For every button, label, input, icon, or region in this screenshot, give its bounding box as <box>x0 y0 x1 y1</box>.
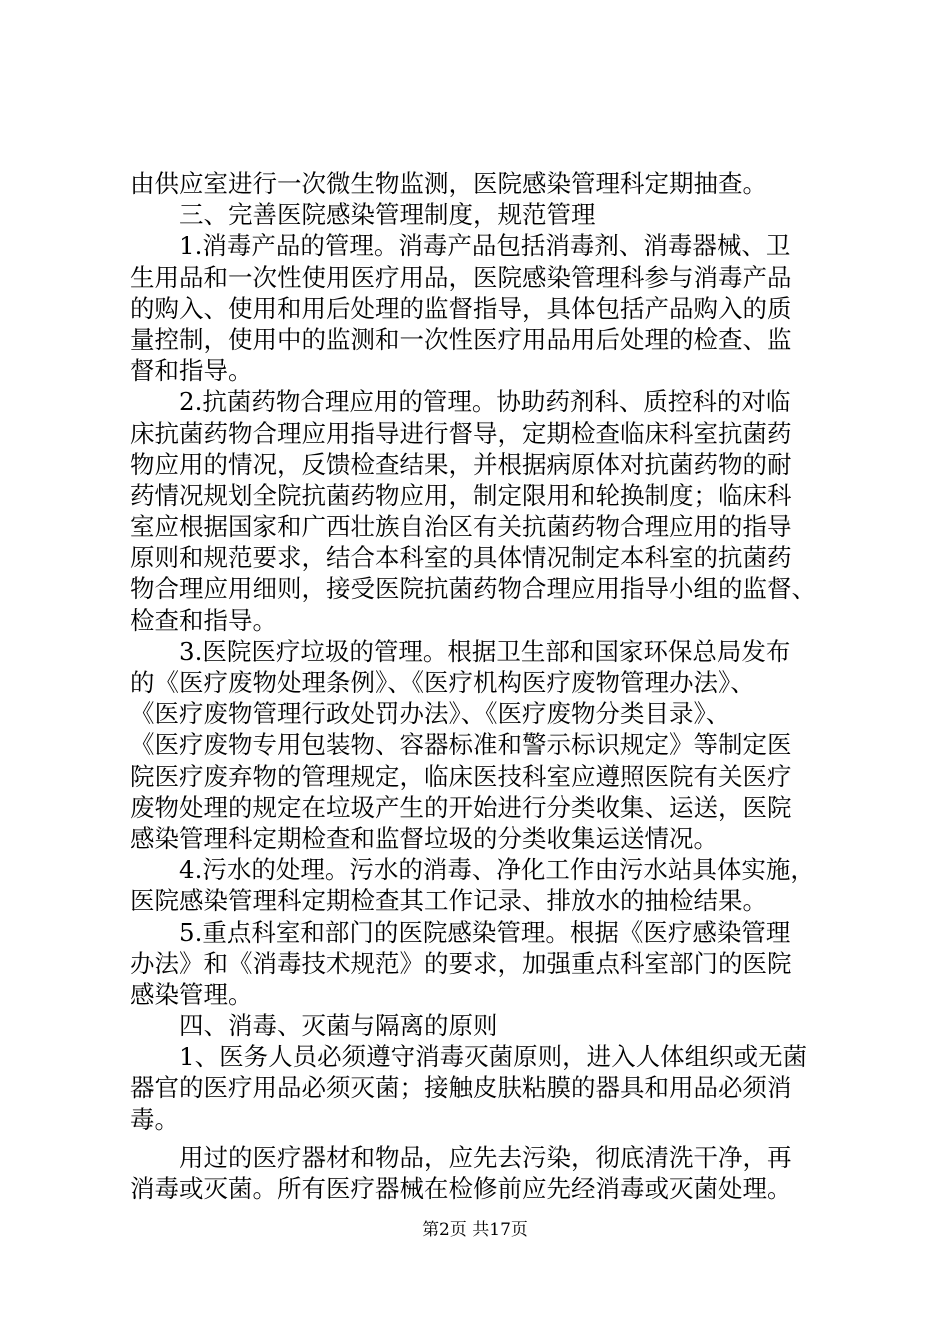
document-body <box>130 168 830 1204</box>
text-line-16: 3.医院医疗垃圾的管理。根据卫生部和国家环保总局发布 <box>179 636 791 666</box>
text-line-26: 办法》和《消毒技术规范》的要求，加强重点科室部门的医院 <box>130 948 792 978</box>
text-line-22: 感染管理科定期检查和监督垃圾的分类收集运送情况。 <box>130 823 718 853</box>
text-line-5: 的购入、使用和用后处理的监督指导，具体包括产品购入的质 <box>130 293 792 323</box>
text-line-19: 《医疗废物专用包装物、容器标准和警示标识规定》等制定医 <box>130 730 792 760</box>
text-line-9: 床抗菌药物合理应用指导进行督导，定期检查临床科室抗菌药 <box>130 418 792 448</box>
text-line-17: 的《医疗废物处理条例》、《医疗机构医疗废物管理办法》、 <box>130 668 755 697</box>
text-line-15: 检查和指导。 <box>130 605 277 635</box>
text-line-6: 量控制，使用中的监测和一次性医疗用品用后处理的检查、监 <box>130 324 792 354</box>
section-heading-4: 四、消毒、灭菌与隔离的原则 <box>179 1011 498 1041</box>
text-line-8: 2.抗菌药物合理应用的管理。协助药剂科、质控科的对临 <box>179 387 791 417</box>
text-line-13: 原则和规范要求，结合本科室的具体情况制定本科室的抗菌药 <box>130 543 792 573</box>
text-line-18: 《医疗废物管理行政处罚办法》、《医疗废物分类目录》、 <box>130 699 731 729</box>
text-line-10: 物应用的情况，反馈检查结果，并根据病原体对抗菌药物的耐 <box>130 449 792 479</box>
paragraph-gap <box>130 1135 830 1142</box>
section-heading-3: 三、完善医院感染管理制度，规范管理 <box>179 200 596 230</box>
text-line-32: 用过的医疗器材和物品，应先去污染，彻底清洗干净，再 <box>179 1142 792 1172</box>
text-line-25: 5.重点科室和部门的医院感染管理。根据《医疗感染管理 <box>179 917 791 947</box>
text-line-29: 1、医务人员必须遵守消毒灭菌原则，进入人体组织或无菌 <box>179 1042 808 1072</box>
text-line-21: 废物处理的规定在垃圾产生的开始进行分类收集、运送，医院 <box>130 792 792 822</box>
text-line-4: 生用品和一次性使用医疗用品，医院感染管理科参与消毒产品 <box>130 262 792 292</box>
text-line-3: 1.消毒产品的管理。消毒产品包括消毒剂、消毒器械、卫 <box>179 231 791 261</box>
text-line-14: 物合理应用细则，接受医院抗菌药物合理应用指导小组的监督、 <box>130 574 816 604</box>
text-line-27: 感染管理。 <box>130 979 253 1009</box>
text-line-30: 器官的医疗用品必须灭菌；接触皮肤粘膜的器具和用品必须消 <box>130 1073 792 1103</box>
text-line-31: 毒。 <box>130 1104 179 1134</box>
page-footer: 第2页 共17页 <box>422 1220 528 1240</box>
text-line-24: 医院感染管理科定期检查其工作记录、排放水的抽检结果。 <box>130 886 767 916</box>
text-line-11: 药情况规划全院抗菌药物应用，制定限用和轮换制度；临床科 <box>130 480 792 510</box>
text-line-12: 室应根据国家和广西壮族自治区有关抗菌药物合理应用的指导 <box>130 512 792 542</box>
text-line-33: 消毒或灭菌。所有医疗器械在检修前应先经消毒或灭菌处理。 <box>130 1174 792 1203</box>
text-line-23: 4.污水的处理。污水的消毒、净化工作由污水站具体实施， <box>179 855 815 885</box>
text-line-7: 督和指导。 <box>130 356 253 386</box>
text-line-1: 由供应室进行一次微生物监测，医院感染管理科定期抽查。 <box>130 169 767 198</box>
text-line-20: 院医疗废弃物的管理规定，临床医技科室应遵照医院有关医疗 <box>130 761 792 791</box>
